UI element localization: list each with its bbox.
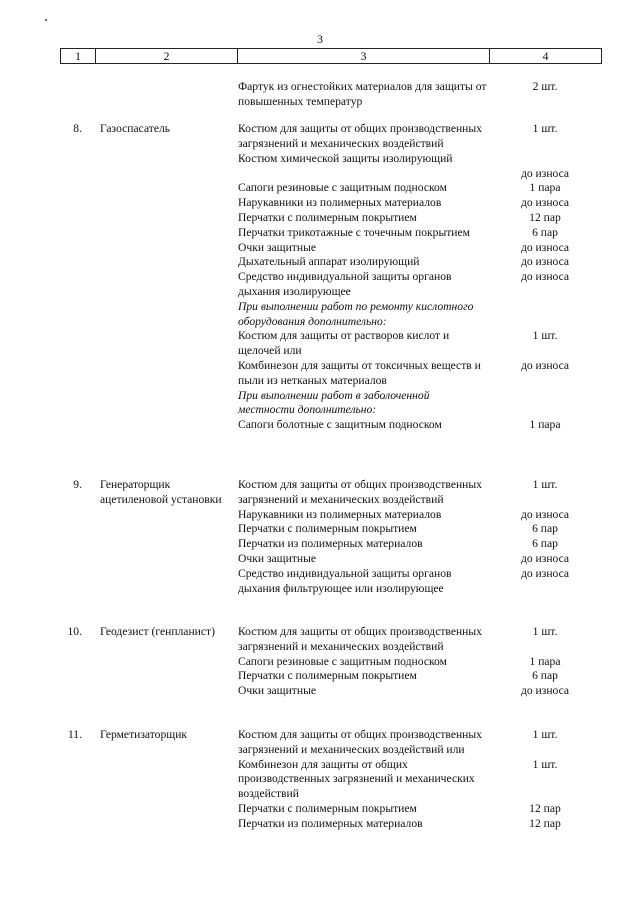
ppe-list	[238, 728, 602, 832]
ppe-row	[238, 758, 602, 802]
ppe-item: Перчатки из полимерных материалов	[238, 816, 423, 830]
ppe-quantity: 1 шт.	[532, 478, 558, 491]
ppe-quantity: до износа	[520, 196, 570, 210]
ppe-row	[238, 122, 602, 152]
ppe-note-row	[238, 389, 602, 419]
occupation-name: Генераторщик ацетиленовой установки	[100, 478, 222, 506]
ppe-row	[238, 802, 602, 817]
ppe-item: Перчатки из полимерных материалов	[238, 537, 423, 551]
ppe-quantity: 12 пар	[529, 210, 561, 224]
ppe-row	[238, 552, 602, 567]
ppe-quantity: 1 шт.	[532, 625, 558, 638]
ppe-quantity: 12 пар	[529, 801, 561, 815]
ppe-quantity: до износа	[520, 551, 570, 565]
ppe-item: Дыхательный аппарат изолирующий	[238, 255, 420, 269]
ppe-quantity: до износа	[520, 166, 570, 180]
ppe-row	[238, 270, 602, 300]
ppe-item: Комбинезон для защиты от общих производственных загрязнений и механических воздействий	[238, 757, 475, 801]
ppe-list	[238, 625, 602, 699]
ppe-item: Средство индивидуальной защиты органов дыхания фильтрующее или изолирующее	[238, 566, 452, 595]
ppe-item: Перчатки с полимерным покрытием	[238, 801, 417, 815]
ppe-quantity: 6 пар	[532, 522, 558, 536]
ppe-row	[238, 418, 602, 433]
ppe-condition-note: При выполнении работ в заболоченной местности дополнительно:	[238, 388, 430, 417]
ppe-item: Сапоги болотные с защитным подноском	[238, 418, 442, 432]
column-header-1: 1	[75, 49, 81, 63]
ppe-item: Костюм для защиты от общих производственных загрязнений и механических воздействий	[238, 122, 482, 150]
ppe-quantity: до износа	[520, 255, 570, 269]
ppe-item: Нарукавники из полимерных материалов	[238, 196, 442, 210]
column-header-2: 2	[95, 49, 237, 63]
ppe-quantity: до износа	[520, 684, 570, 698]
ppe-quantity: 1 шт.	[532, 728, 558, 741]
ppe-row	[238, 80, 602, 110]
ppe-row	[238, 478, 602, 508]
ppe-quantity: 1 пара	[529, 418, 561, 432]
ppe-row	[238, 508, 602, 523]
ppe-row	[238, 329, 602, 359]
ppe-row	[238, 522, 602, 537]
ppe-item: Комбинезон для защиты от токсичных веществ и пыли из нетканых материалов	[238, 358, 481, 387]
column-header-4: 4	[489, 49, 601, 63]
ppe-item: Перчатки с полимерным покрытием	[238, 669, 417, 683]
ppe-list	[238, 122, 602, 433]
ppe-row	[238, 567, 602, 597]
ppe-row	[238, 655, 602, 670]
ppe-item: Средство индивидуальной защиты органов дыхания изолирующее	[238, 270, 452, 298]
scan-speck	[45, 19, 47, 21]
ppe-row	[238, 181, 602, 196]
ppe-quantity: до износа	[520, 240, 570, 254]
ppe-item: Перчатки с полимерным покрытием	[238, 522, 417, 536]
occupation-name: Геодезист (генпланист)	[100, 625, 215, 638]
ppe-quantity: 1 шт.	[532, 329, 558, 343]
page-number: 3	[317, 32, 323, 46]
ppe-item: Очки защитные	[238, 551, 317, 565]
ppe-quantity	[488, 300, 602, 330]
occupation-name: Газоспасатель	[100, 122, 171, 135]
column-header-3: 3	[237, 49, 489, 63]
entry-number: 8.	[73, 122, 82, 135]
ppe-row	[238, 211, 602, 226]
ppe-row	[238, 669, 602, 684]
ppe-quantity: 1 шт.	[532, 757, 558, 771]
ppe-quantity: 1 шт.	[532, 122, 558, 135]
ppe-row	[238, 255, 602, 270]
ppe-condition-note: При выполнении работ по ремонту кислотного оборудования дополнительно:	[238, 299, 474, 328]
ppe-quantity: до износа	[520, 270, 570, 284]
ppe-item: Перчатки трикотажные с точечным покрытием	[238, 225, 470, 239]
ppe-row	[238, 817, 602, 832]
ppe-item: Фартук из огнестойких материалов для защиты от повышенных температур	[238, 80, 487, 108]
ppe-quantity	[488, 389, 602, 419]
ppe-quantity: 6 пар	[532, 669, 558, 683]
ppe-item: Перчатки с полимерным покрытием	[238, 210, 417, 224]
ppe-row	[238, 625, 602, 655]
ppe-item: Очки защитные	[238, 684, 317, 698]
ppe-item: Костюм химической защиты изолирующий	[238, 151, 453, 165]
occupation-name: Герметизаторщик	[100, 728, 188, 741]
ppe-row	[238, 728, 602, 758]
ppe-row	[238, 241, 602, 256]
ppe-row	[238, 226, 602, 241]
ppe-quantity: до износа	[520, 358, 570, 372]
entry-number: 11.	[67, 728, 82, 741]
ppe-list	[238, 478, 602, 596]
column-header-row	[60, 48, 602, 64]
ppe-quantity: до износа	[520, 566, 570, 580]
ppe-row	[238, 537, 602, 552]
ppe-item: Сапоги резиновые с защитным подноском	[238, 181, 447, 195]
ppe-quantity: 6 пар	[532, 225, 558, 239]
ppe-quantity: 12 пар	[529, 816, 561, 830]
ppe-quantity: до износа	[520, 507, 570, 521]
ppe-row	[238, 359, 602, 389]
ppe-item: Нарукавники из полимерных материалов	[238, 507, 442, 521]
ppe-row	[238, 196, 602, 211]
continuation-rows	[238, 80, 602, 110]
ppe-item: Сапоги резиновые с защитным подноском	[238, 654, 447, 668]
ppe-item: Костюм для защиты от растворов кислот и щелочей или	[238, 329, 450, 358]
ppe-row	[238, 152, 602, 182]
ppe-item: Костюм для защиты от общих производственных загрязнений и механических воздействий	[238, 625, 482, 653]
entry-number: 10.	[67, 625, 82, 638]
ppe-item: Костюм для защиты от общих производственных загрязнений и механических воздействий	[238, 478, 482, 506]
ppe-quantity: 1 пара	[529, 181, 561, 195]
ppe-quantity: 2 шт.	[532, 80, 558, 93]
ppe-note-row	[238, 300, 602, 330]
ppe-item: Костюм для защиты от общих производственных загрязнений и механических воздействий или	[238, 728, 482, 756]
ppe-quantity: 1 пара	[529, 654, 561, 668]
entry-number: 9.	[73, 478, 82, 491]
ppe-row	[238, 684, 602, 699]
ppe-quantity: 6 пар	[532, 537, 558, 551]
ppe-item: Очки защитные	[238, 240, 317, 254]
